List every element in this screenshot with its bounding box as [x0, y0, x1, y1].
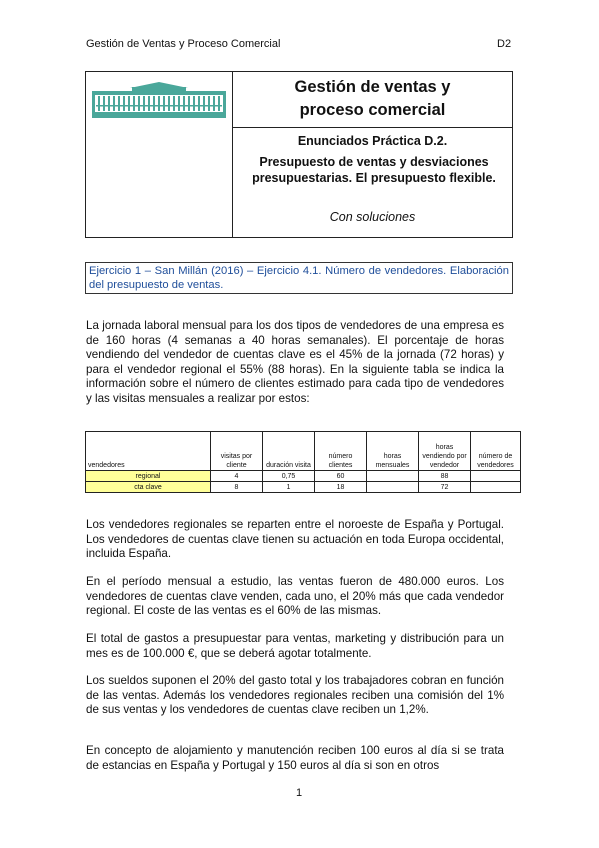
header-horas-vendiendo: horas vendiendo por vendedor	[419, 432, 471, 471]
table-header-row	[86, 432, 521, 471]
paragraph-6: En concepto de alojamiento y manutención reciben 100 euros al día si se trata de estancias en España y Portugal y 150 euros al día si son en otros	[86, 744, 504, 772]
salespeople-table	[85, 431, 521, 493]
table-cell: 1	[263, 482, 315, 493]
table-row	[86, 482, 521, 493]
table-cell: cta clave	[86, 482, 211, 493]
table-cell: 4	[211, 471, 263, 482]
running-header-title: Gestión de Ventas y Proceso Comercial	[86, 38, 281, 50]
university-building-logo	[92, 81, 226, 119]
paragraph-4: El total de gastos a presupuestar para ventas, marketing y distribución para un mes es de 100.000 €, que se deberá agotar totalmente.	[86, 632, 504, 660]
table-cell: regional	[86, 471, 211, 482]
title-box	[85, 71, 513, 238]
header-vendedores: vendedores	[86, 432, 211, 471]
document-subtitle: Enunciados Práctica D.2.	[297, 134, 448, 148]
table-cell	[367, 471, 419, 482]
paragraph-3: En el período mensual a estudio, las ventas fueron de 480.000 euros. Los vendedores de cuentas clave venden, cada uno, el 20% más que cada vendedor regional. El coste de las ventas es el 60% de las mismas.	[86, 575, 504, 617]
table-cell: 18	[315, 482, 367, 493]
table-cell: 72	[419, 482, 471, 493]
table-cell	[471, 482, 521, 493]
header-num-clientes: número clientes	[315, 432, 367, 471]
table-cell	[471, 471, 521, 482]
table-cell: 88	[419, 471, 471, 482]
paragraph-1: La jornada laboral mensual para los dos tipos de vendedores de una empresa es de 160 horas (4 semanas a 40 horas semanales). El porcentaje de horas vendiendo del vendedor de cuentas clave es el 45% de la jornada (72 horas) y para el vendedor regional el 55% (88 horas). En la siguiente tabla se indica la información sobre el número de clientes estimado para cada tipo de vendedores y las visitas mensuales a realizar por estos:	[86, 319, 504, 405]
paragraph-2: Los vendedores regionales se reparten entre el noroeste de España y Portugal. Los vendedores de cuentas clave tienen su actuación en toda Europa occidental, incluida España.	[86, 518, 504, 560]
solutions-note: Con soluciones	[329, 210, 416, 224]
header-num-vendedores: número de vendedores	[471, 432, 521, 471]
exercise-title-box: Ejercicio 1 – San Millán (2016) – Ejercicio 4.1. Número de vendedores. Elaboración del presupuesto de ventas.	[85, 262, 513, 294]
document-topic: Presupuesto de ventas y desviaciones presupuestarias. El presupuesto flexible.	[252, 155, 496, 185]
document-title: Gestión de ventas y proceso comercial	[294, 78, 451, 119]
table-cell: 8	[211, 482, 263, 493]
table-row	[86, 471, 521, 482]
header-visitas: visitas por cliente	[211, 432, 263, 471]
table-cell	[367, 482, 419, 493]
table-cell: 0,75	[263, 471, 315, 482]
header-horas-mensuales: horas mensuales	[367, 432, 419, 471]
header-duracion: duración visita	[263, 432, 315, 471]
paragraph-5: Los sueldos suponen el 20% del gasto total y los trabajadores cobran en función de las ventas. Además los vendedores regionales reciben una comisión del 1% de sus ventas y los vendedores de cuentas clave reciben un 1,2%.	[86, 674, 504, 716]
running-header-code: D2	[497, 38, 512, 50]
table-cell: 60	[315, 471, 367, 482]
page-number: 1	[296, 787, 303, 799]
